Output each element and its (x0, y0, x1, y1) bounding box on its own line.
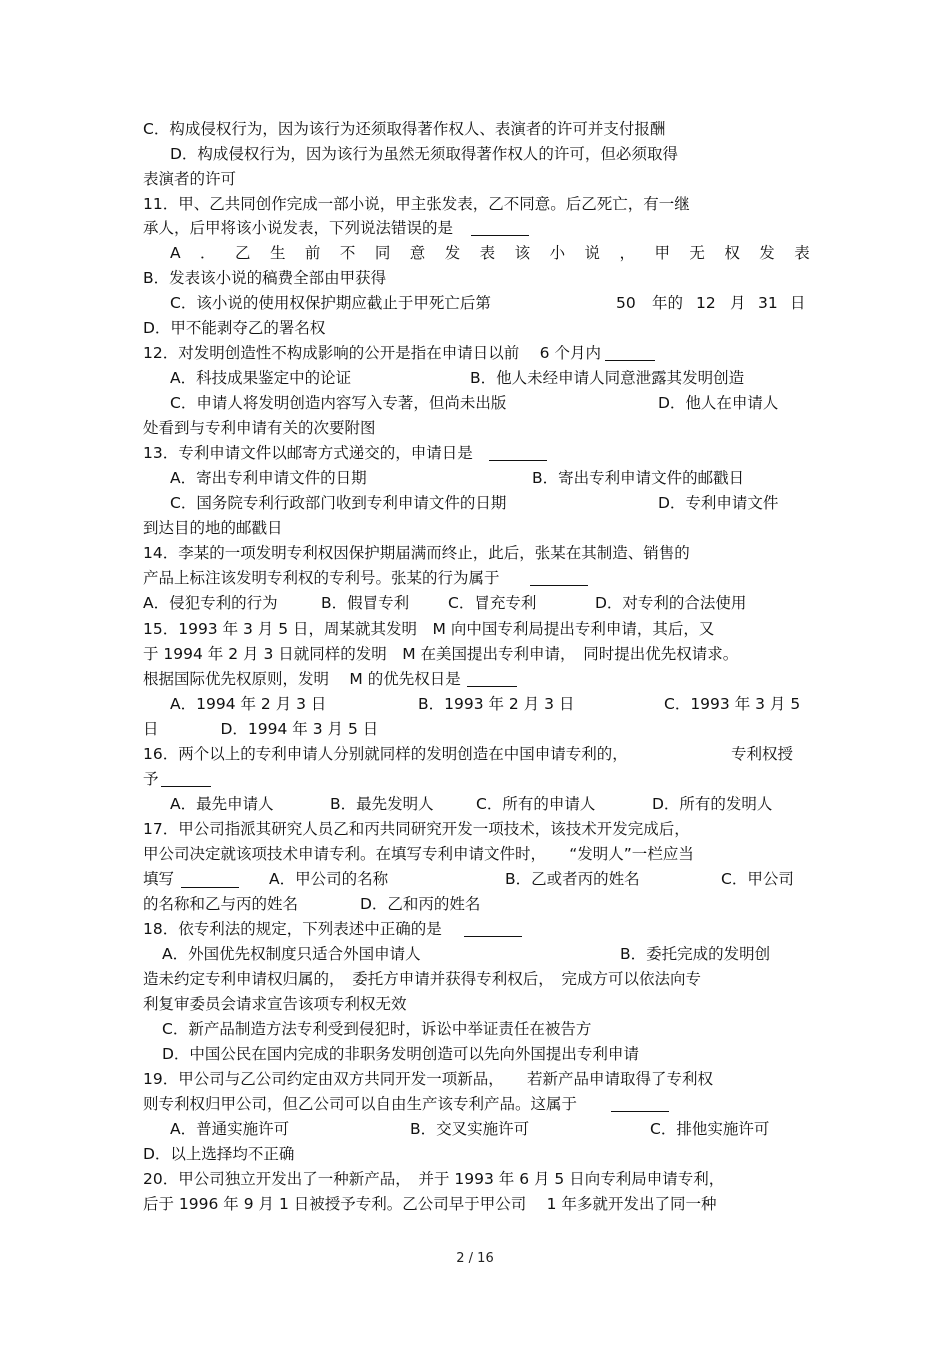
text-span: A．外国优先权制度只适合外国申请人 (162, 945, 421, 963)
char: 乙 (235, 244, 251, 262)
text-span: B．寄出专利申请文件的邮戳日 (532, 469, 745, 487)
text-line: 利复审委员会请求宣告该项专利权无效 (143, 995, 407, 1013)
option-line (170, 466, 810, 490)
text-span: A．寄出专利申请文件的日期 (170, 469, 367, 487)
text-span: 专利权授 (731, 745, 794, 763)
text-line: 于 1994 年 2 月 3 日就同样的发明 M 在美国提出专利申请， 同时提出优先权请求。 (143, 645, 739, 663)
text-span: 予 (143, 770, 159, 788)
question-15: 15．1993 年 3 月 5 日，周某就其发明 M 向中国专利局提出专利申请，其后，又 (143, 620, 715, 638)
question-14: 14．李某的一项发明专利权因保护期届满而终止，此后，张某在其制造、销售的 (143, 544, 690, 562)
option-line (170, 391, 810, 415)
text-span: C．1993 年 3 月 5 (664, 695, 801, 713)
question-18 (143, 917, 810, 941)
text-span: C．申请人将发明创造内容写入专著，但尚未出版 (170, 394, 507, 412)
text-span: 13．专利申请文件以邮寄方式递交的，申请日是 (143, 444, 473, 462)
text-line: B．发表该小说的稿费全部由甲获得 (143, 269, 387, 287)
text-span: 填写 (143, 870, 175, 888)
char: 同 (374, 244, 391, 262)
char: A (170, 244, 181, 262)
text-span: D．他人在申请人 (658, 394, 779, 412)
text-span: A．1994 年 2 月 3 日 (170, 695, 327, 713)
text-span: 50 (616, 294, 636, 312)
text-line: D．中国公民在国内完成的非职务发明创造可以先向外国提出专利申请 (162, 1045, 639, 1063)
text-span: 年的 (652, 294, 684, 312)
question-20: 20．甲公司独立开发出了一种新产品， 并于 1993 年 6 月 5 日向专利局申请专利， (143, 1170, 725, 1188)
page-number: 2 / 16 (456, 1251, 494, 1266)
text-span: B．他人未经申请人同意泄露其发明创造 (470, 369, 745, 387)
text-span: 日 (790, 294, 806, 312)
text-span: C．所有的申请人 (476, 795, 596, 813)
text-line: 后于 1996 年 9 月 1 日被授予专利。乙公司早于甲公司 1 年多就开发出了同一种 (143, 1195, 717, 1213)
char: 该 (514, 244, 531, 262)
text-span: C．甲公司 (721, 870, 794, 888)
text-line: 甲公司决定就该项技术申请专利。在填写专利申请文件时， “发明人”一栏应当 (143, 845, 694, 863)
char: 表 (479, 244, 496, 262)
question-16 (143, 742, 810, 766)
option-line (143, 591, 810, 615)
char: ， (619, 244, 635, 262)
text-span: C．该小说的使用权保护期应截止于甲死亡后第 (170, 294, 491, 312)
option-line (170, 792, 810, 816)
answer-blank (611, 1095, 669, 1112)
answer-blank (471, 219, 529, 236)
text-span: 12 (696, 294, 716, 312)
text-span: B．假冒专利 (321, 594, 410, 612)
text-line: D．构成侵权行为，因为该行为虽然无须取得著作权人的许可，但必须取得 (170, 145, 678, 163)
text-span: B．交叉实施许可 (410, 1120, 530, 1138)
question-11: 11．甲、乙共同创作完成一部小说，甲主张发表，乙不同意。后乙死亡，有一继 (143, 195, 690, 213)
answer-blank (489, 444, 547, 461)
text-line: 处看到与专利申请有关的次要附图 (143, 419, 376, 437)
char: 前 (304, 244, 321, 262)
option-line (170, 366, 810, 390)
text-span: A．侵犯专利的行为 (143, 594, 278, 612)
text-line: 的名称和乙与丙的姓名 D．乙和丙的姓名 (143, 895, 481, 913)
question-13 (143, 441, 810, 465)
text-span: 12．对发明创造性不构成影响的公开是指在申请日以前 6 个月内 (143, 344, 601, 362)
text-span: A．甲公司的名称 (269, 870, 389, 888)
option-line (170, 692, 810, 716)
text-line: 造未约定专利申请权归属的， 委托方申请并获得专利权后， 完成方可以依法向专 (143, 970, 702, 988)
text-line: 日 D．1994 年 3 月 5 日 (143, 720, 379, 738)
text-span: C．国务院专利行政部门收到专利申请文件的日期 (170, 494, 507, 512)
text-line (143, 566, 810, 590)
text-span: B．委托完成的发明创 (620, 945, 771, 963)
text-span: D．所有的发明人 (652, 795, 773, 813)
char: 生 (269, 244, 286, 262)
char: 发 (444, 244, 461, 262)
text-line (143, 667, 810, 691)
text-line (143, 216, 810, 240)
option-line (170, 1117, 810, 1141)
option-a-spread (170, 241, 810, 265)
char: 不 (339, 244, 356, 262)
text-line: C．新产品制造方法专利受到侵犯时，诉讼中举证责任在被告方 (162, 1020, 592, 1038)
text-span: 18．依专利法的规定，下列表述中正确的是 (143, 920, 442, 938)
text-span: 16．两个以上的专利申请人分别就同样的发明创造在中国申请专利的， (143, 745, 628, 763)
option-line (143, 867, 810, 891)
answer-blank (467, 670, 517, 687)
option-line (170, 491, 810, 515)
text-span: 承人，后甲将该小说发表，下列说法错误的是 (143, 219, 454, 237)
text-line: D．甲不能剥夺乙的署名权 (143, 319, 326, 337)
text-span: 月 (730, 294, 746, 312)
char: 意 (409, 244, 426, 262)
char: 表 (794, 244, 810, 262)
text-line: 表演者的许可 (143, 170, 237, 188)
text-span: C．排他实施许可 (650, 1120, 770, 1138)
question-19: 19．甲公司与乙公司约定由双方共同开发一项新品， 若新产品申请取得了专利权 (143, 1070, 713, 1088)
text-span: 31 (758, 294, 778, 312)
answer-blank (161, 770, 211, 787)
char: 说 (584, 244, 601, 262)
text-span: D．专利申请文件 (658, 494, 779, 512)
char: ． (200, 244, 216, 262)
text-span: B．乙或者丙的姓名 (505, 870, 640, 888)
char: 甲 (654, 244, 670, 262)
text-span: 根据国际优先权原则，发明 M 的优先权日是 (143, 670, 461, 688)
text-span: B．1993 年 2 月 3 日 (418, 695, 575, 713)
text-line (143, 767, 810, 791)
question-17: 17．甲公司指派其研究人员乙和丙共同研究开发一项技术，该技术开发完成后， (143, 820, 690, 838)
text-span: D．对专利的合法使用 (595, 594, 747, 612)
text-line: D．以上选择均不正确 (143, 1145, 295, 1163)
char: 发 (759, 244, 775, 262)
text-span: A．普通实施许可 (170, 1120, 290, 1138)
answer-blank (181, 871, 239, 888)
text-span: 产品上标注该发明专利权的专利号。张某的行为属于 (143, 569, 500, 587)
char: 小 (549, 244, 566, 262)
answer-blank (464, 920, 522, 937)
text-span: A．科技成果鉴定中的论证 (170, 369, 352, 387)
question-12 (143, 341, 810, 365)
text-span: C．冒充专利 (448, 594, 537, 612)
text-line: C．构成侵权行为，因为该行为还须取得著作权人、表演者的许可并支付报酬 (143, 120, 666, 138)
text-span: A．最先申请人 (170, 795, 274, 813)
option-line (162, 942, 810, 966)
text-line (143, 1092, 810, 1116)
char: 权 (724, 244, 740, 262)
text-span: 则专利权归甲公司，但乙公司可以自由生产该专利产品。这属于 (143, 1095, 578, 1113)
option-line (170, 291, 810, 315)
char: 无 (689, 244, 705, 262)
text-line: 到达目的地的邮戳日 (143, 519, 283, 537)
answer-blank (530, 569, 588, 586)
text-span: B．最先发明人 (330, 795, 434, 813)
answer-blank (605, 344, 655, 361)
